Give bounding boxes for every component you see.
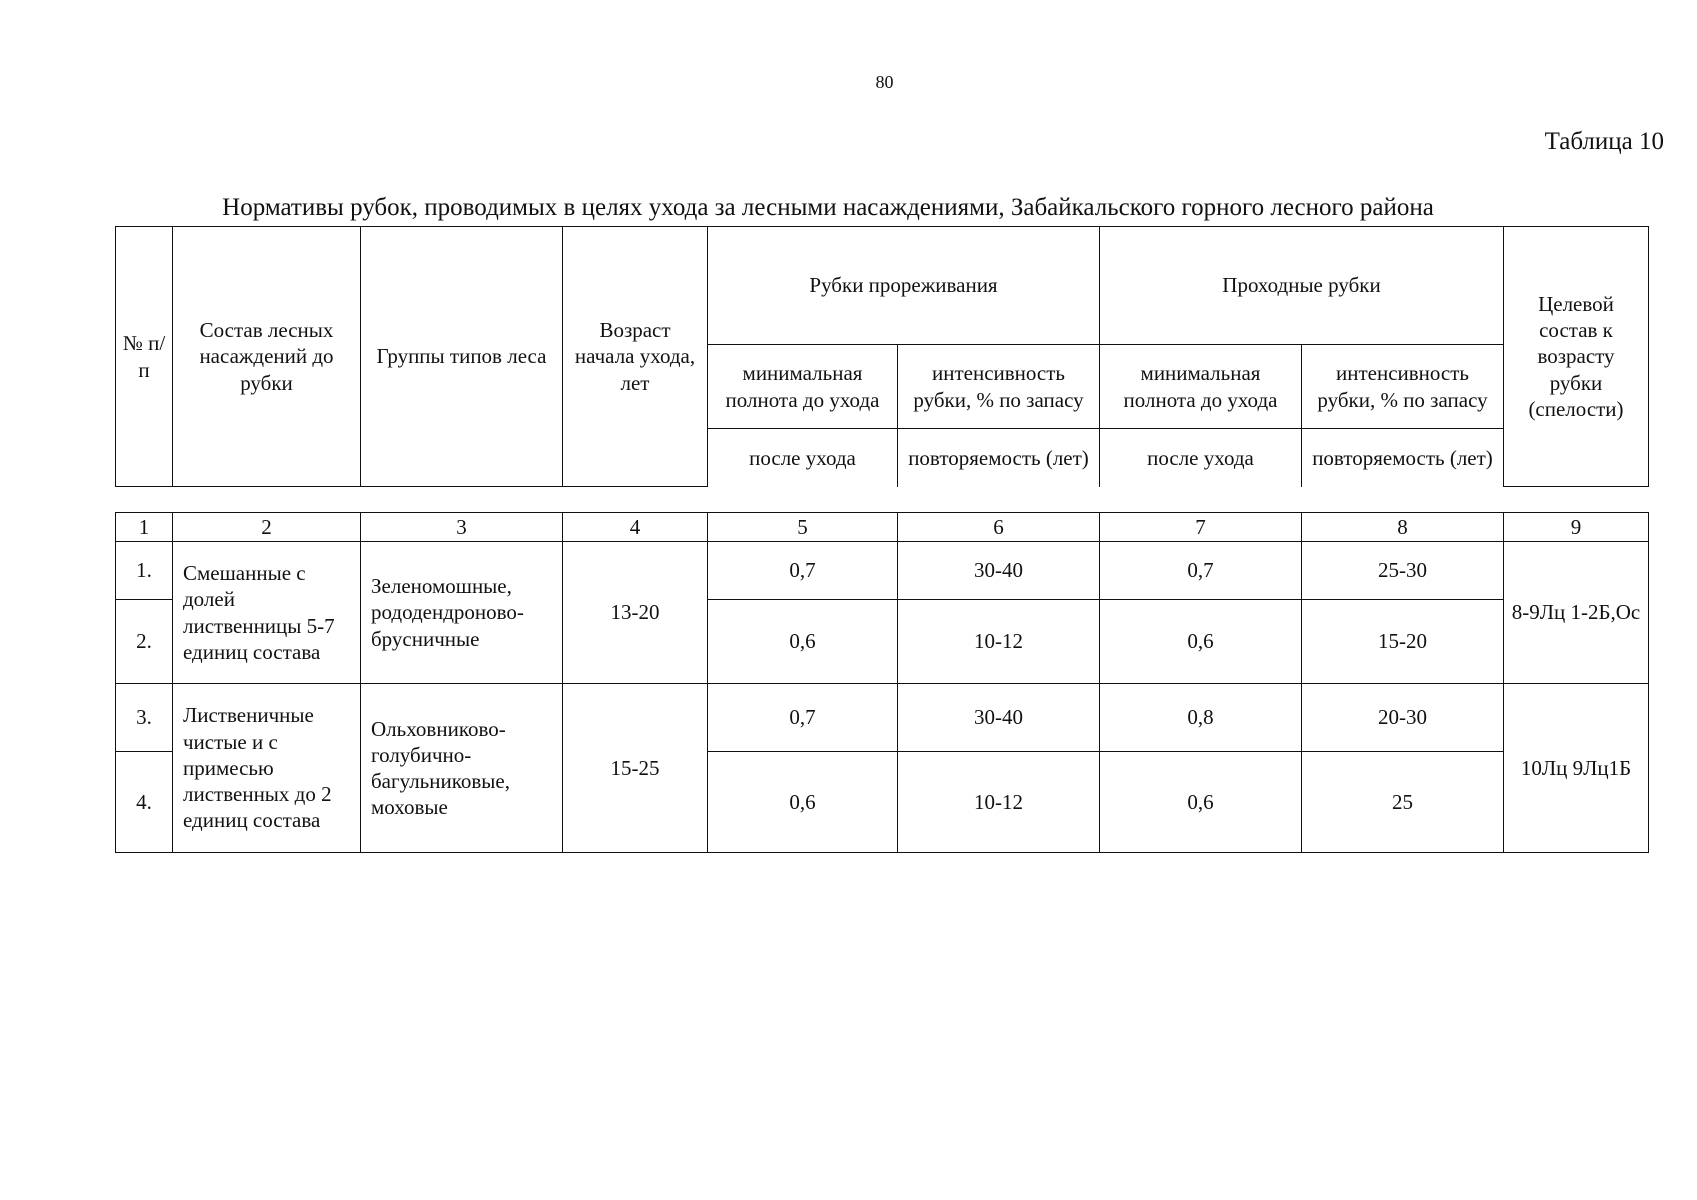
passage-intensity: 20-30 (1302, 684, 1504, 752)
start-age: 15-25 (563, 684, 708, 853)
forest-type-groups: Ольховниково-голубично-багульниковые, моховые (361, 684, 563, 853)
header-col-age: Возраст начала ухода, лет (563, 227, 708, 487)
table-title: Нормативы рубок, проводимых в целях ухода за лесными насаждениями, Забайкальского горного лесного района (222, 194, 1434, 221)
start-age: 13-20 (563, 542, 708, 684)
header-col-target: Целевой состав к возрасту рубки (спелости) (1504, 227, 1649, 487)
column-number: 3 (361, 513, 563, 542)
row-number: 3. (116, 684, 173, 752)
passage-min-density: 0,6 (1100, 600, 1302, 684)
passage-intensity: 25 (1302, 752, 1504, 853)
thinning-min-density: 0,6 (708, 752, 898, 853)
thinning-min-density: 0,7 (708, 542, 898, 600)
passage-intensity: 25-30 (1302, 542, 1504, 600)
passage-min-density: 0,6 (1100, 752, 1302, 853)
forest-composition: Лиственичные чистые и с примесью лиственных до 2 единиц состава (173, 684, 361, 853)
header-repeat-thinning: повторяемость (лет) (898, 429, 1100, 487)
thinning-min-density: 0,6 (708, 600, 898, 684)
column-number: 4 (563, 513, 708, 542)
column-number: 1 (116, 513, 173, 542)
thinning-intensity: 10-12 (898, 752, 1100, 853)
header-min-density-passage: минимальная полнота до ухода (1100, 345, 1302, 429)
table-row (116, 684, 1649, 752)
forest-type-groups: Зеленомошные, рододендроново-брусничные (361, 542, 563, 684)
target-composition: 10Лц 9Лц1Б (1504, 684, 1649, 853)
row-number: 4. (116, 752, 173, 853)
column-number: 7 (1100, 513, 1302, 542)
passage-intensity: 15-20 (1302, 600, 1504, 684)
header-col-composition: Состав лесных насаждений до рубки (173, 227, 361, 487)
row-number: 2. (116, 600, 173, 684)
passage-min-density: 0,8 (1100, 684, 1302, 752)
thinning-intensity: 10-12 (898, 600, 1100, 684)
header-repeat-passage: повторяемость (лет) (1302, 429, 1504, 487)
forest-composition: Смешанные с долей лиственницы 5-7 единиц состава (173, 542, 361, 684)
header-intensity-thinning: интенсивность рубки, % по запасу (898, 345, 1100, 429)
thinning-min-density: 0,7 (708, 684, 898, 752)
header-after-thinning: после ухода (708, 429, 898, 487)
target-composition: 8-9Лц 1-2Б,Ос (1504, 542, 1649, 684)
header-group-passage: Проходные рубки (1100, 227, 1504, 345)
header-after-passage: после ухода (1100, 429, 1302, 487)
header-col-number: № п/п (116, 227, 173, 487)
header-col-forest-types: Группы типов леса (361, 227, 563, 487)
thinning-intensity: 30-40 (898, 542, 1100, 600)
passage-min-density: 0,7 (1100, 542, 1302, 600)
table-header (115, 226, 1649, 487)
header-min-density-thinning: минимальная полнота до ухода (708, 345, 898, 429)
header-group-thinning: Рубки прореживания (708, 227, 1100, 345)
column-number: 2 (173, 513, 361, 542)
thinning-intensity: 30-40 (898, 684, 1100, 752)
header-intensity-passage: интенсивность рубки, % по запасу (1302, 345, 1504, 429)
column-number: 9 (1504, 513, 1649, 542)
table-body (115, 512, 1649, 853)
column-number: 6 (898, 513, 1100, 542)
table-row (116, 542, 1649, 600)
column-number: 5 (708, 513, 898, 542)
table-label: Таблица 10 (1544, 128, 1664, 155)
column-number-row (116, 513, 1649, 542)
row-number: 1. (116, 542, 173, 600)
page-number: 80 (875, 72, 894, 92)
column-number: 8 (1302, 513, 1504, 542)
